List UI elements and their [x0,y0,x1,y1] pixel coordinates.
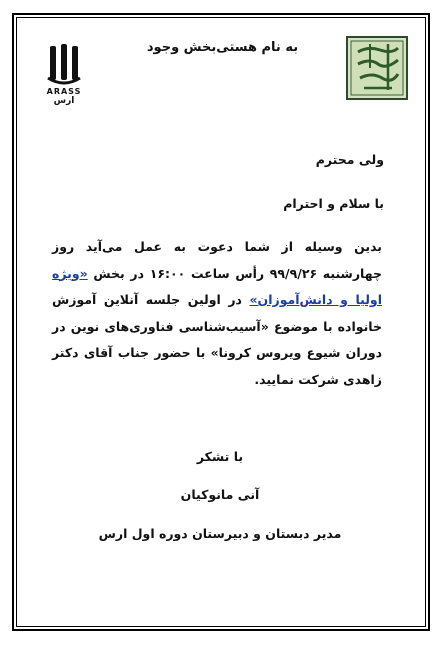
school-emblem-logo [346,36,408,100]
invitation-paragraph [52,234,382,393]
document-heading: به نام هستی‌بخش وجود [146,40,299,55]
greeting: ولی محترم [315,152,384,167]
signer-title: مدیر دبستان و دبیرستان دوره اول ارس [98,526,342,541]
logo-brand-persian: ارس [53,96,75,106]
logo-brand-latin: ARASS [46,87,82,96]
arass-logo [42,42,86,108]
signer-name: آنی مانوکیان [180,487,260,502]
highlighted-section-link[interactable]: «ویژه اولیا و دانش‌آموزان» [52,265,382,307]
closing-thanks: با تشکر [196,449,244,464]
salutation: با سلام و احترام [283,196,384,211]
paragraph-part-2: در اولین جلسه آنلاین آموزش خانواده با موضوع «آسیب‌شناسی فناوری‌های نوین در دوران شیوع ویروس کرونا» با حضور جناب آقای دکتر زاهدی شرکت نمایید. [52,292,382,387]
paragraph-part-1: بدین وسیله از شما دعوت به عمل می‌آید روز چهارشنبه ۹۹/۹/۲۶ رأس ساعت ۱۶:۰۰ در بخش [52,239,382,281]
